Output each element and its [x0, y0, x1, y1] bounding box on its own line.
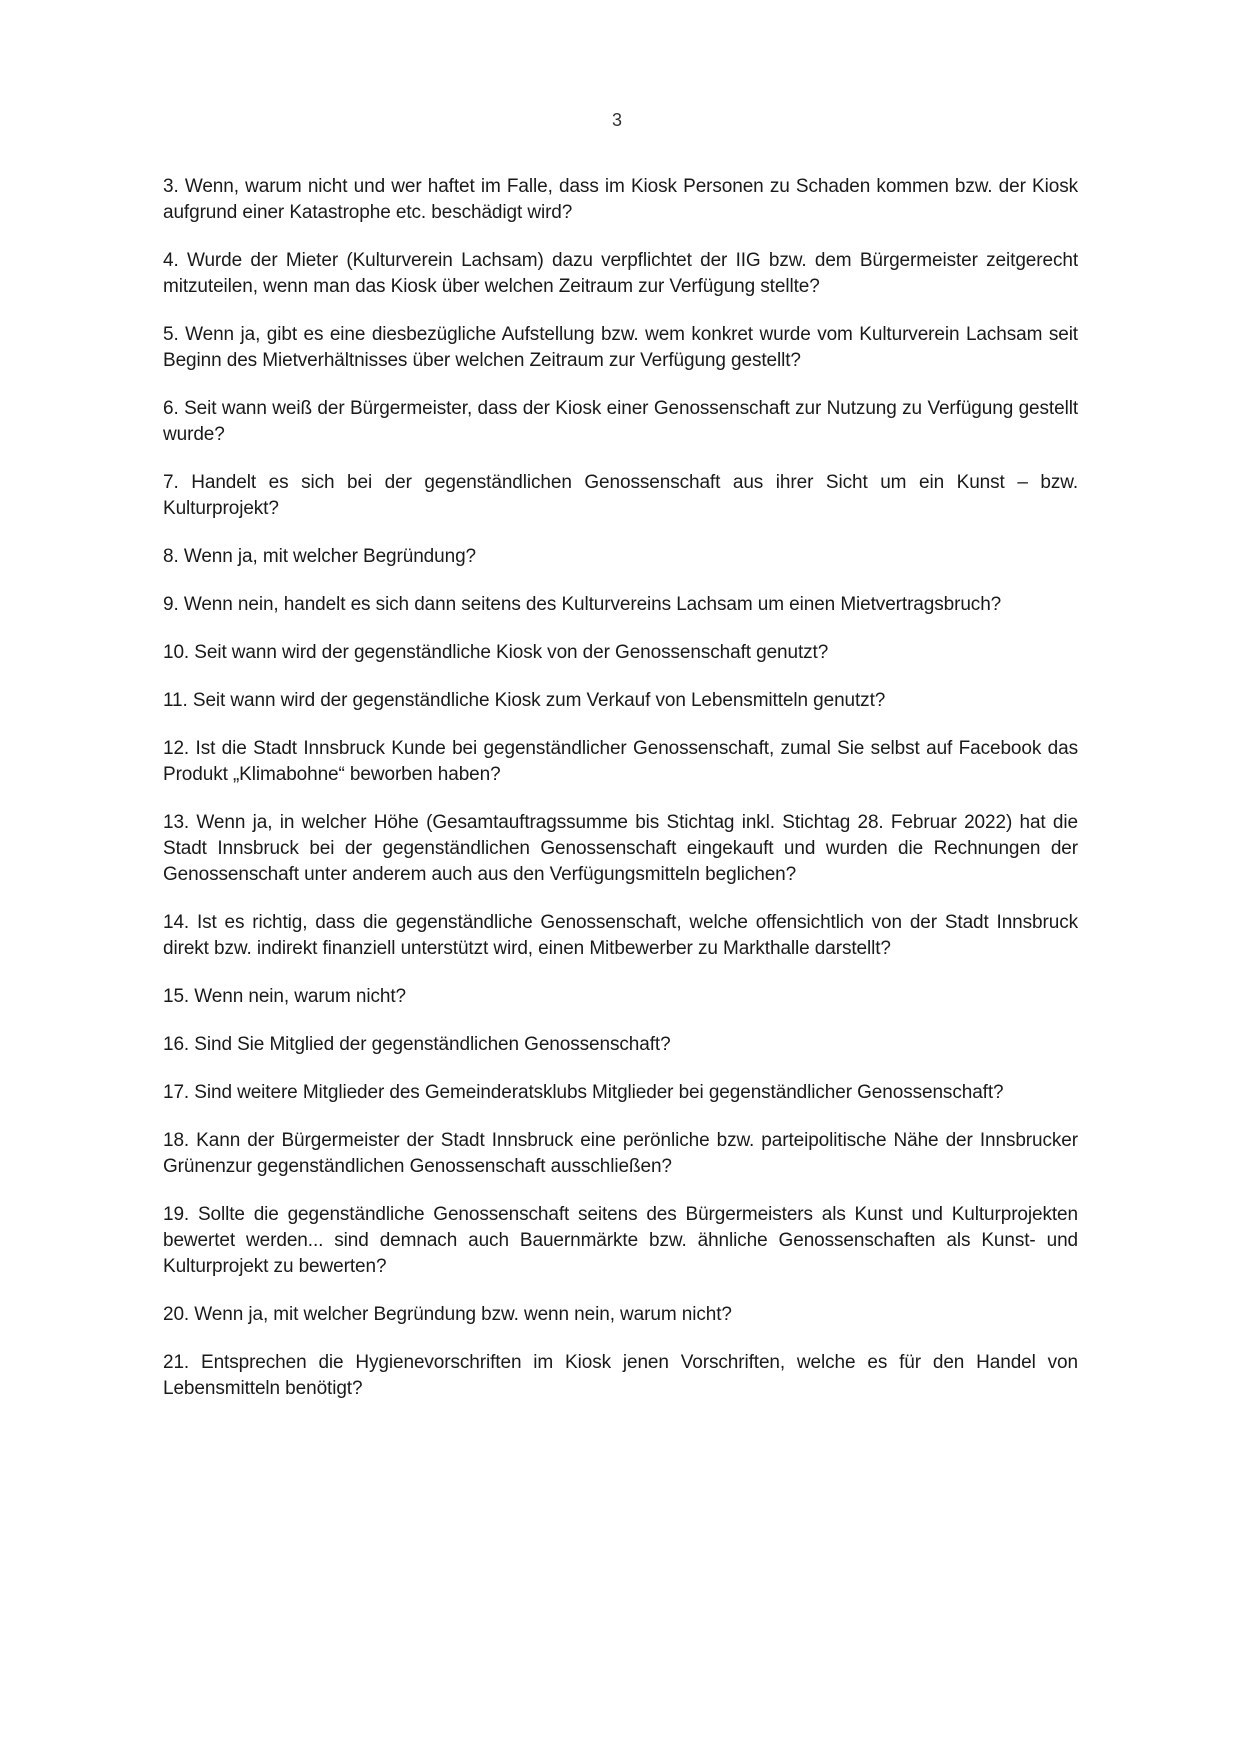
question-8: 8. Wenn ja, mit welcher Begründung?	[163, 546, 476, 567]
question-4: 4. Wurde der Mieter (Kulturverein Lachsam) dazu verpflichtet der IIG bzw. dem Bürgermeister zeitgerecht mitzuteilen, wenn man das Kiosk über welchen Zeitraum zur Verfügung stellte?	[163, 250, 1078, 297]
question-15: 15. Wenn nein, warum nicht?	[163, 986, 407, 1007]
page-number: 3	[612, 110, 623, 130]
question-18: 18. Kann der Bürgermeister der Stadt Innsbruck eine perönliche bzw. parteipolitische Nähe der Innsbrucker Grünenzur gegenständlichen Genossenschaft ausschließen?	[163, 1130, 1078, 1177]
question-17: 17. Sind weitere Mitglieder des Gemeinderatsklubs Mitglieder bei gegenständlicher Genossenschaft?	[163, 1082, 1004, 1103]
question-21: 21. Entsprechen die Hygienevorschriften im Kiosk jenen Vorschriften, welche es für den Handel von Lebensmitteln benötigt?	[163, 1352, 1078, 1399]
question-19: 19. Sollte die gegenständliche Genossenschaft seitens des Bürgermeisters als Kunst und Kulturprojekten bewertet werden... sind demnach auch Bauernmärkte bzw. ähnliche Genossenschaften als Kunst- und Kulturprojekt zu bewerten?	[163, 1204, 1078, 1277]
question-3: 3. Wenn, warum nicht und wer haftet im Falle, dass im Kiosk Personen zu Schaden kommen bzw. der Kiosk aufgrund einer Katastrophe etc. beschädigt wird?	[163, 176, 1078, 223]
question-13: 13. Wenn ja, in welcher Höhe (Gesamtauftragssumme bis Stichtag inkl. Stichtag 28. Februar 2022) hat die Stadt Innsbruck bei der gegenständlichen Genossenschaft eingekauft und wurden die Rechnungen der Genossenschaft unter anderem auch aus den Verfügungsmitteln beglichen?	[163, 812, 1078, 885]
question-12: 12. Ist die Stadt Innsbruck Kunde bei gegenständlicher Genossenschaft, zumal Sie selbst auf Facebook das Produkt „Klimabohne“ beworben haben?	[163, 738, 1078, 785]
question-list	[163, 174, 1078, 1424]
question-16: 16. Sind Sie Mitglied der gegenständlichen Genossenschaft?	[163, 1034, 671, 1055]
question-5: 5. Wenn ja, gibt es eine diesbezügliche Aufstellung bzw. wem konkret wurde vom Kulturverein Lachsam seit Beginn des Mietverhältnisses über welchen Zeitraum zur Verfügung gestellt?	[163, 324, 1078, 371]
question-20: 20. Wenn ja, mit welcher Begründung bzw. wenn nein, warum nicht?	[163, 1304, 732, 1325]
question-11: 11. Seit wann wird der gegenständliche Kiosk zum Verkauf von Lebensmitteln genutzt?	[163, 690, 886, 711]
question-10: 10. Seit wann wird der gegenständliche Kiosk von der Genossenschaft genutzt?	[163, 642, 829, 663]
question-6: 6. Seit wann weiß der Bürgermeister, dass der Kiosk einer Genossenschaft zur Nutzung zu Verfügung gestellt wurde?	[163, 398, 1078, 445]
question-14: 14. Ist es richtig, dass die gegenständliche Genossenschaft, welche offensichtlich von der Stadt Innsbruck direkt bzw. indirekt finanziell unterstützt wird, einen Mitbewerber zu Markthalle darstellt?	[163, 912, 1078, 959]
question-9: 9. Wenn nein, handelt es sich dann seitens des Kulturvereins Lachsam um einen Mietvertragsbruch?	[163, 594, 1002, 615]
question-7: 7. Handelt es sich bei der gegenständlichen Genossenschaft aus ihrer Sicht um ein Kunst – bzw. Kulturprojekt?	[163, 472, 1078, 519]
